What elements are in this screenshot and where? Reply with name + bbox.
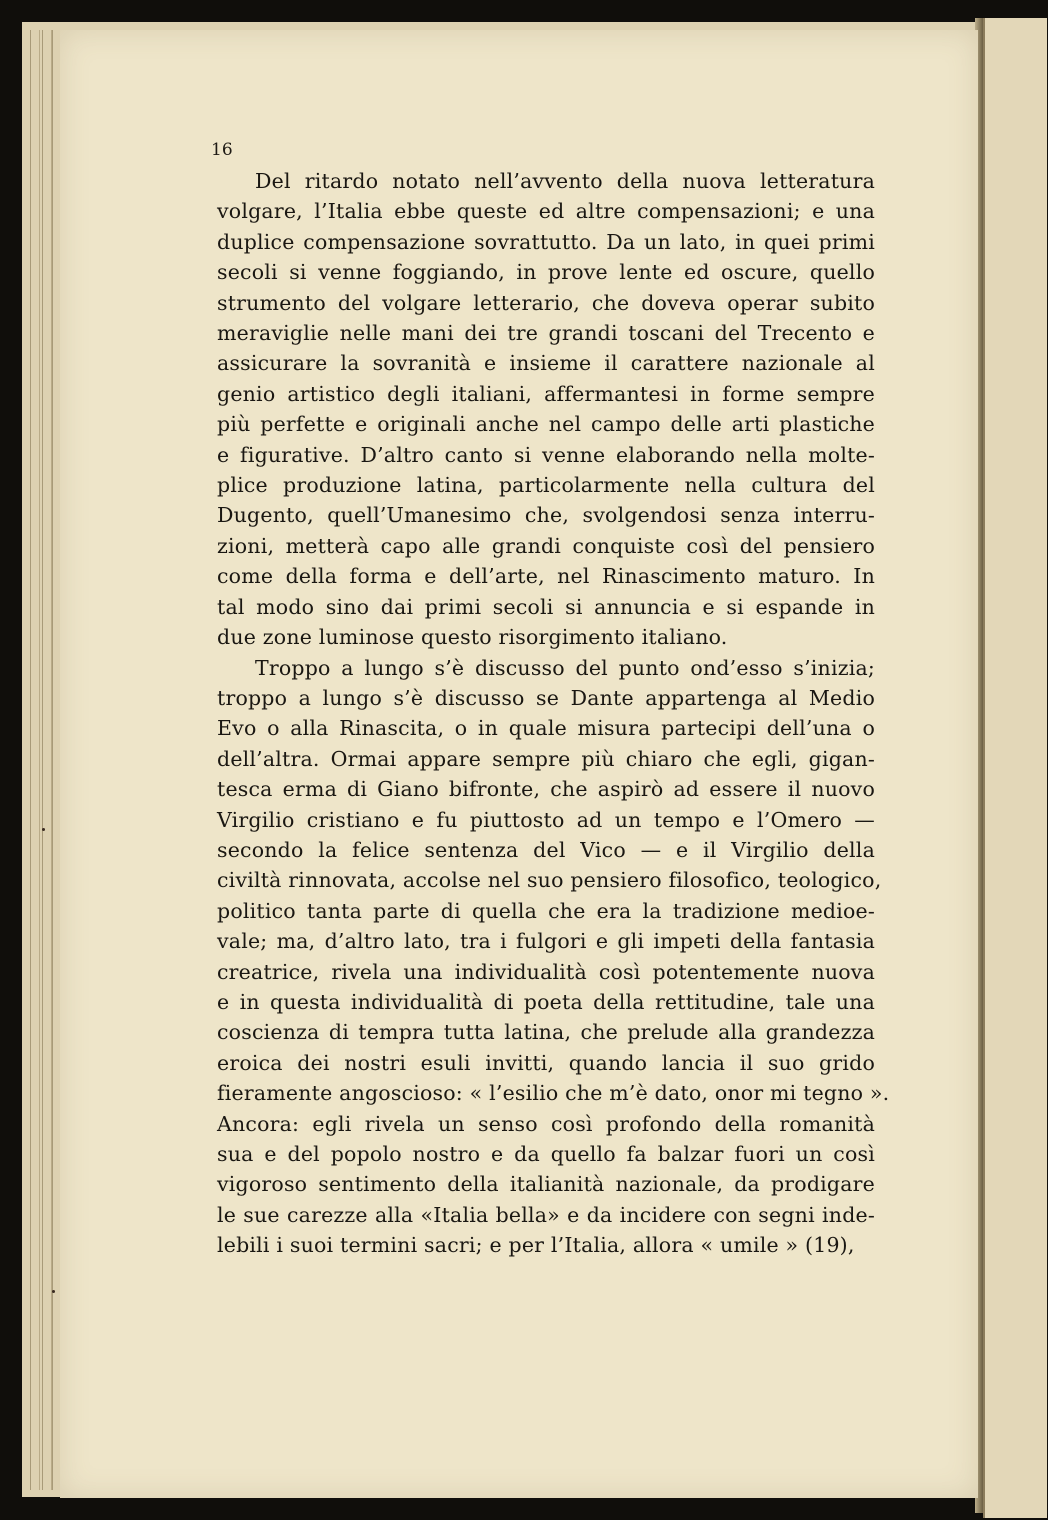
- text-line: due zone luminose questo risorgimento italiano.: [217, 625, 728, 650]
- page-number: 16: [211, 140, 233, 160]
- text-line: secondo la felice sentenza del Vico — e il Virgilio della: [217, 837, 875, 862]
- text-line: lebili i suoi termini sacri; e per l’Italia, allora « umile » (19),: [217, 1233, 855, 1258]
- text-line: Troppo a lungo s’è discusso del punto ond’esso s’inizia;: [255, 655, 875, 680]
- page-edge: [42, 30, 52, 1490]
- text-line: volgare, l’Italia ebbe queste ed altre compensazioni; e una: [217, 199, 875, 224]
- text-line: plice produzione latina, particolarmente nella cultura del: [217, 473, 875, 498]
- text-line: sua e del popolo nostro e da quello fa balzar fuori un così: [217, 1142, 875, 1166]
- text-line: troppo a lungo s’è discusso se Dante appartenga al Medio: [217, 685, 875, 710]
- text-line: e figurative. D’altro canto si venne elaborando nella molte-: [217, 442, 875, 467]
- text-line: tal modo sino dai primi secoli si annuncia e si espande in: [217, 594, 875, 619]
- text-line: Virgilio cristiano e fu piuttosto ad un tempo e l’Omero —: [217, 807, 875, 832]
- text-line: le sue carezze alla «Italia bella» e da incidere con segni inde-: [217, 1202, 875, 1227]
- text-line: civiltà rinnovata, accolse nel suo pensiero filosofico, teologico,: [217, 868, 882, 893]
- text-line: creatrice, rivela una individualità così potentemente nuova: [217, 959, 875, 984]
- text-line: coscienza di tempra tutta latina, che prelude alla grandezza: [217, 1020, 875, 1045]
- text-line: secoli si venne foggiando, in prove lente ed oscure, quello: [217, 260, 875, 285]
- text-line: fieramente angoscioso: « l’esilio che m’è dato, onor mi tegno ».: [217, 1081, 890, 1106]
- text-line: Dugento, quell’Umanesimo che, svolgendosi senza interru-: [217, 503, 875, 528]
- text-line: meraviglie nelle mani dei tre grandi toscani del Trecento e: [217, 321, 875, 346]
- speck: [52, 1290, 55, 1293]
- text-line: più perfette e originali anche nel campo delle arti plastiche: [217, 412, 875, 437]
- text-line: zioni, metterà capo alle grandi conquiste così del pensiero: [217, 533, 875, 558]
- text-line: eroica dei nostri esuli invitti, quando lancia il suo grido: [217, 1050, 875, 1075]
- paragraph: [217, 653, 890, 1261]
- text-line: duplice compensazione sovrattutto. Da un lato, in quei primi: [217, 229, 875, 254]
- speck: [42, 828, 45, 831]
- text-line: politico tanta parte di quella che era la tradizione medioe-: [217, 898, 875, 923]
- text-line: genio artistico degli italiani, affermantesi in forme sempre: [217, 381, 875, 406]
- text-line: e in questa individualità di poeta della rettitudine, tale una: [217, 989, 875, 1014]
- text-line: strumento del volgare letterario, che doveva operar subito: [217, 290, 875, 315]
- facing-page-edge: [983, 18, 1047, 1518]
- body-text: [217, 166, 890, 1261]
- text-line: Del ritardo notato nell’avvento della nuova letteratura: [255, 169, 875, 193]
- text-line: dell’altra. Ormai appare sempre più chiaro che egli, gigan-: [217, 746, 875, 771]
- page-edge: [30, 30, 40, 1490]
- text-line: assicurare la sovranità e insieme il carattere nazionale al: [217, 351, 875, 376]
- text-line: vigoroso sentimento della italianità nazionale, da prodigare: [217, 1172, 875, 1197]
- text-line: Ancora: egli rivela un senso così profondo della romanità: [217, 1111, 875, 1136]
- text-line: come della forma e dell’arte, nel Rinascimento maturo. In: [217, 564, 875, 589]
- paragraph: [217, 166, 875, 653]
- text-line: Evo o alla Rinascita, o in quale misura partecipi dell’una o: [217, 716, 875, 741]
- text-line: vale; ma, d’altro lato, tra i fulgori e gli impeti della fantasia: [217, 929, 875, 954]
- text-line: tesca erma di Giano bifronte, che aspirò ad essere il nuovo: [217, 777, 875, 802]
